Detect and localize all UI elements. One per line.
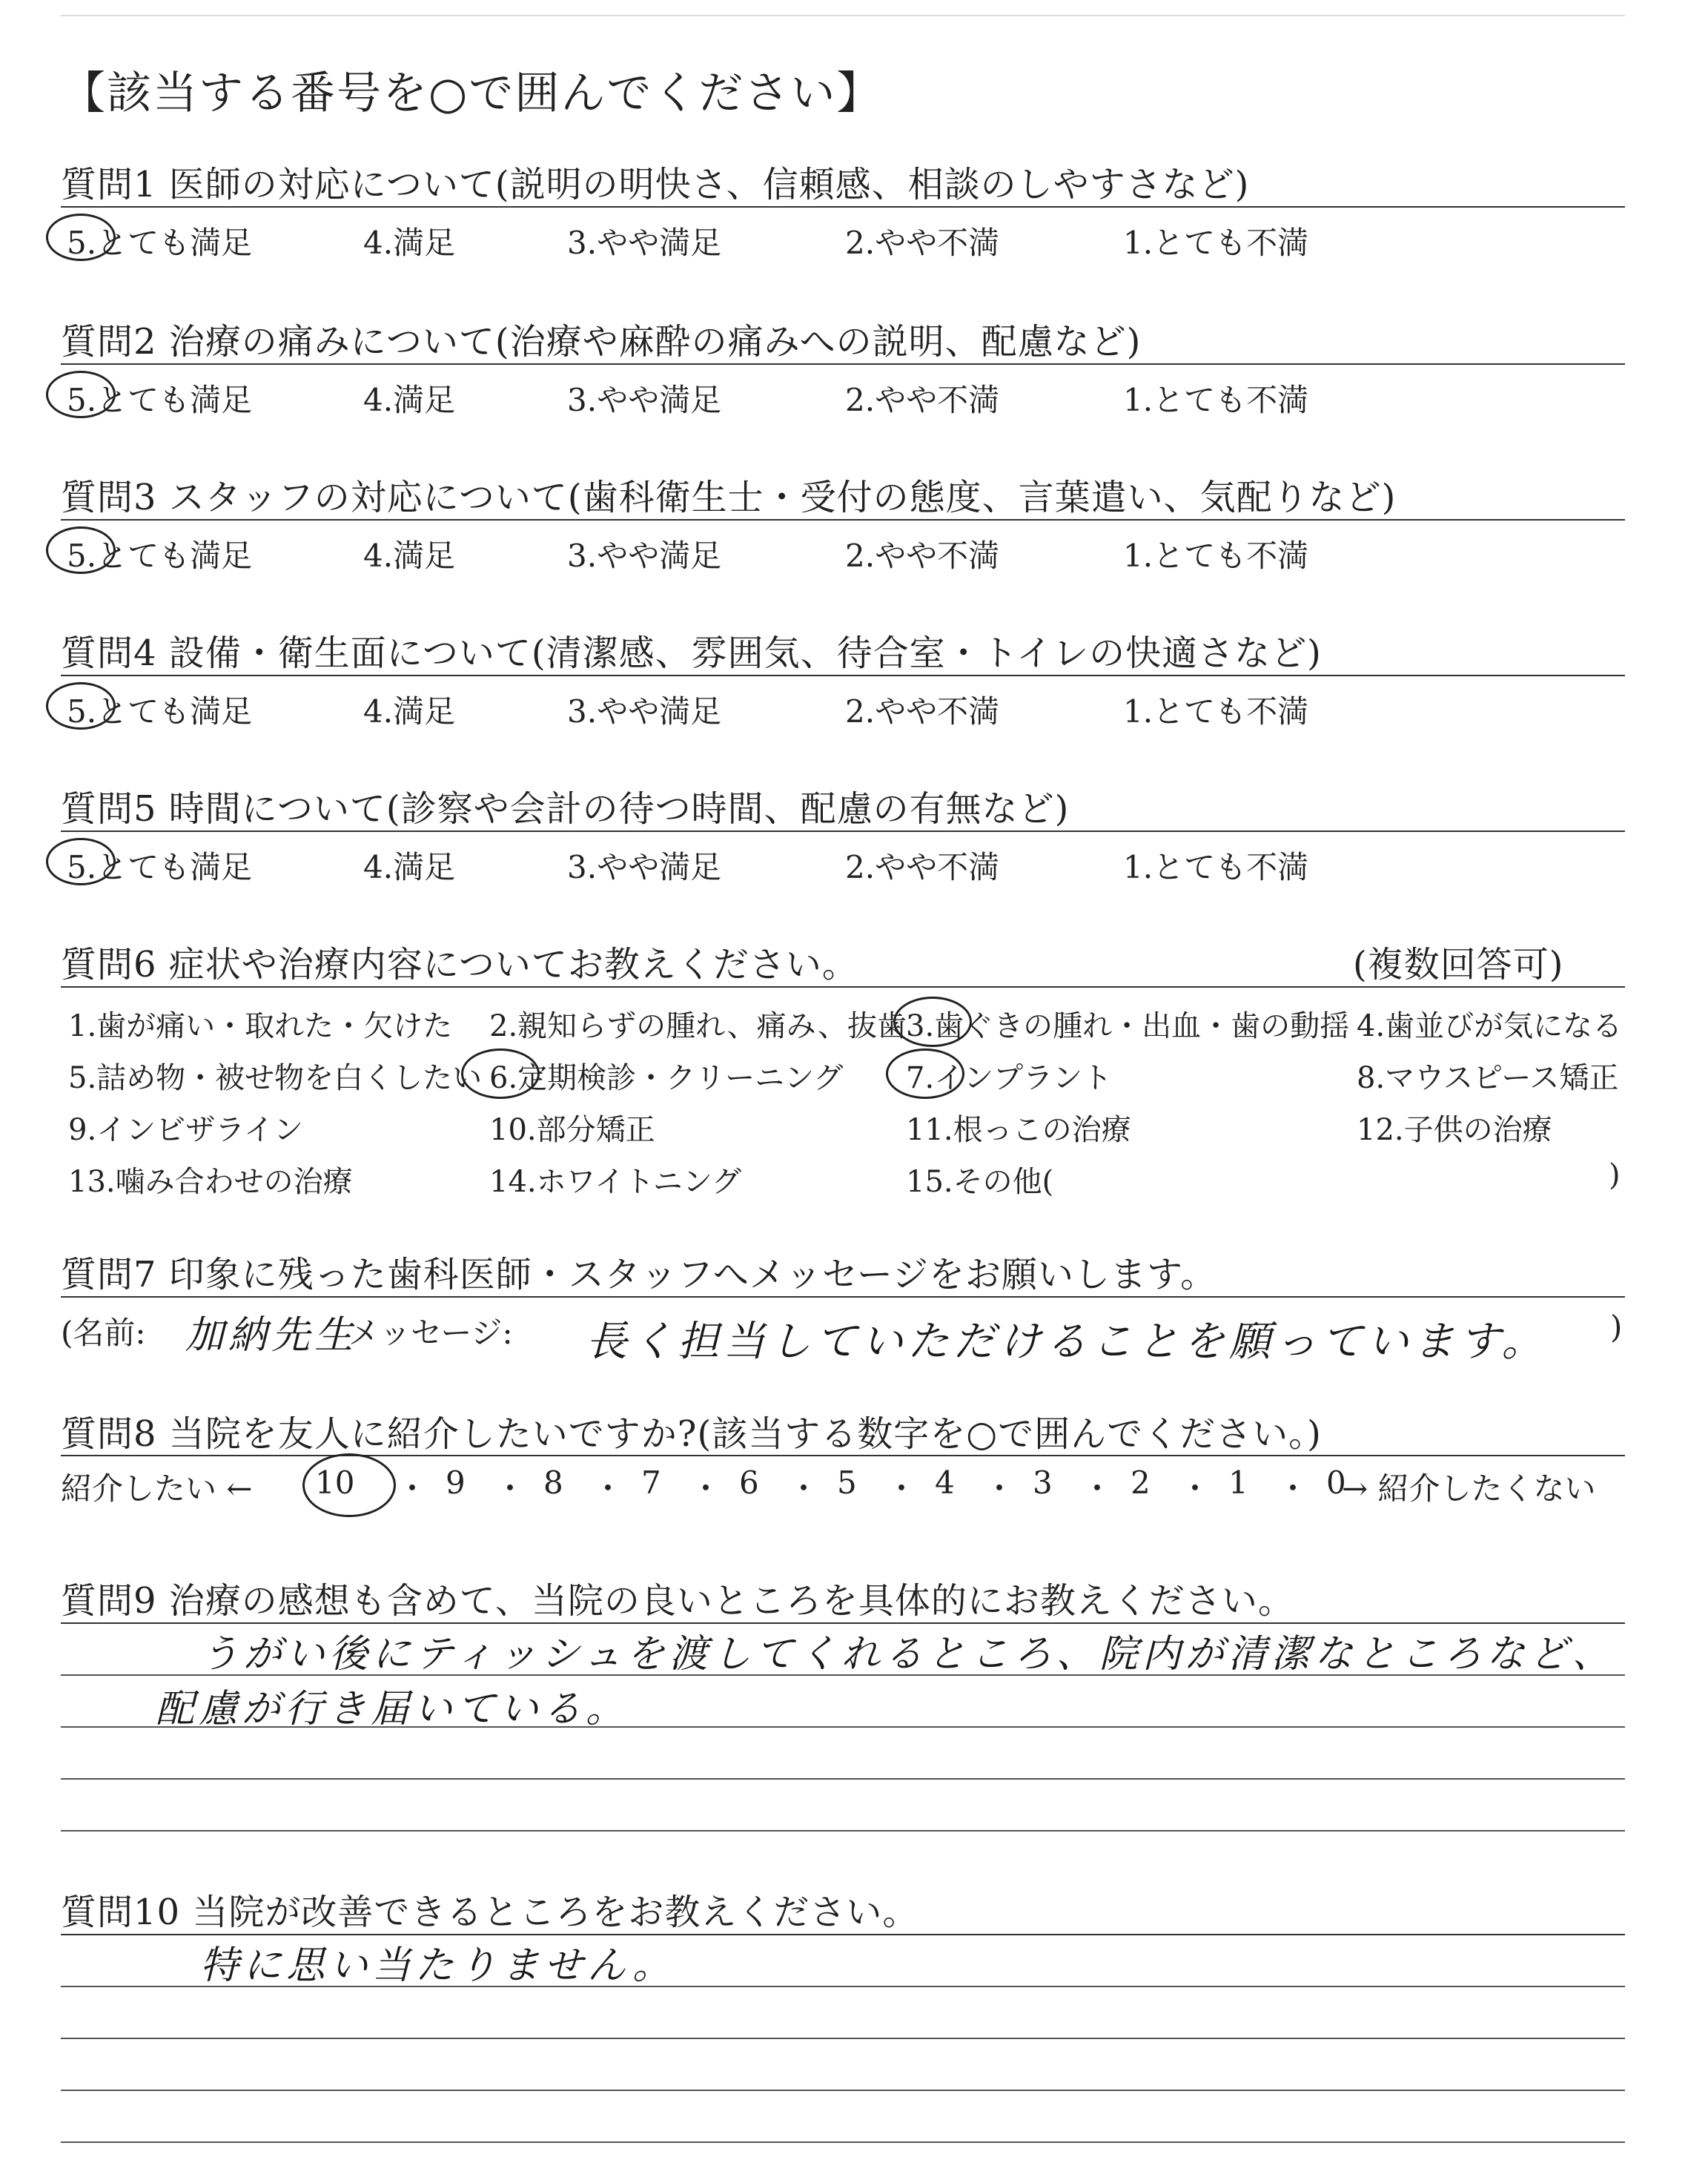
q6-selection-circle-3 (893, 997, 972, 1047)
q8-scale-10[interactable]: 10 (315, 1464, 355, 1501)
q8-scale-9[interactable]: 9 (446, 1464, 466, 1501)
q6-option-6[interactable]: 6.定期検診・クリーニング (489, 1061, 844, 1095)
q4-option-3[interactable]: 3.やや満足 (567, 693, 722, 730)
q7-rule (61, 1296, 1625, 1298)
q8-scale-4[interactable]: 4 (935, 1464, 955, 1501)
q5-option-5[interactable]: 5.とても満足 (67, 849, 253, 885)
q7-message: 長く担当していただけることを願っています。 (586, 1318, 1548, 1366)
q6-option-11[interactable]: 11.根っこの治療 (906, 1113, 1131, 1147)
q1-selection-circle (46, 214, 116, 261)
q1-title: 質問1 医師の対応について(説明の明快さ、信頼感、相談のしやすさなど) (61, 164, 1250, 205)
q8-scale-0[interactable]: 0 (1326, 1464, 1346, 1501)
q2-option-5[interactable]: 5.とても満足 (67, 382, 253, 418)
q4-option-1[interactable]: 1.とても不満 (1123, 693, 1309, 730)
q10-answer-line-1: 特に思い当たりません。 (200, 1943, 676, 1988)
q5-rule (61, 830, 1625, 832)
q2-selection-circle (46, 371, 116, 418)
q1-rule (61, 206, 1625, 208)
q8-scale-1[interactable]: 1 (1228, 1464, 1248, 1501)
q5-selection-circle (46, 838, 116, 885)
q8-scale-separator: ・ (788, 1470, 820, 1507)
q3-option-2[interactable]: 2.やや不満 (845, 538, 1000, 574)
q9-answer-line-1: うがい後にティッシュを渡してくれるところ、院内が清潔なところなど、 (200, 1632, 1615, 1677)
q6-option-9[interactable]: 9.インビザライン (68, 1113, 303, 1147)
q8-scale-3[interactable]: 3 (1033, 1464, 1053, 1501)
q4-option-4[interactable]: 4.満足 (363, 693, 456, 730)
q4-option-5[interactable]: 5.とても満足 (67, 693, 253, 730)
q3-selection-circle (46, 526, 116, 574)
q7-title: 質問7 印象に残った歯科医師・スタッフへメッセージをお願いします。 (61, 1254, 1217, 1295)
q3-option-1[interactable]: 1.とても不満 (1123, 538, 1309, 574)
q1-option-5[interactable]: 5.とても満足 (67, 225, 253, 261)
q9-answer-line-2: 配慮が行き届いている。 (156, 1687, 629, 1731)
q6-option-14[interactable]: 14.ホワイトニング (489, 1165, 742, 1199)
q10-rule-5 (61, 2141, 1625, 2143)
q1-option-2[interactable]: 2.やや不満 (845, 225, 1000, 261)
q9-title: 質問9 治療の感想も含めて、当院の良いところを具体的にお教えください。 (61, 1580, 1294, 1622)
q2-option-3[interactable]: 3.やや満足 (567, 382, 722, 418)
q8-scale-6[interactable]: 6 (739, 1464, 759, 1501)
q5-option-1[interactable]: 1.とても不満 (1123, 849, 1309, 885)
q8-title: 質問8 当院を友人に紹介したいですか?(該当する数字を○で囲んでください。) (61, 1413, 1322, 1455)
q6-option-2[interactable]: 2.親知らずの腫れ、痛み、抜歯 (489, 1009, 907, 1043)
q6-option-10[interactable]: 10.部分矯正 (489, 1113, 655, 1147)
q8-scale-separator: ・ (1277, 1470, 1309, 1507)
q8-scale-5[interactable]: 5 (837, 1464, 857, 1501)
q6-option-13[interactable]: 13.噛み合わせの治療 (68, 1165, 353, 1199)
q7-close-paren: ) (1610, 1309, 1623, 1345)
q9-rule-5 (61, 1830, 1625, 1832)
q8-scale-separator: ・ (984, 1470, 1016, 1507)
q6-option-4[interactable]: 4.歯並びが気になる (1357, 1009, 1623, 1043)
q2-option-1[interactable]: 1.とても不満 (1123, 382, 1309, 418)
q6-rule (61, 986, 1625, 988)
q6-option-15[interactable]: 15.その他( (906, 1165, 1054, 1199)
q3-title: 質問3 スタッフの対応について(歯科衛生士・受付の態度、言葉遣い、気配りなど) (61, 477, 1397, 518)
q8-scale-7[interactable]: 7 (641, 1464, 661, 1501)
q8-scale-separator: ・ (886, 1470, 918, 1507)
q4-title: 質問4 設備・衛生面について(清潔感、雰囲気、待合室・トイレの快適さなど) (61, 633, 1322, 674)
q8-selection-circle (302, 1453, 396, 1517)
q3-option-3[interactable]: 3.やや満足 (567, 538, 722, 574)
q8-scale-separator: ・ (494, 1470, 526, 1507)
q8-scale-separator: ・ (397, 1470, 428, 1507)
q5-title: 質問5 時間について(診察や会計の待つ時間、配慮の有無など) (61, 788, 1070, 830)
q6-option-7[interactable]: 7.インプラント (906, 1061, 1113, 1095)
q8-scale-separator: ・ (592, 1470, 624, 1507)
q4-selection-circle (46, 682, 116, 730)
q5-option-2[interactable]: 2.やや不満 (845, 849, 1000, 885)
q8-scale-separator: ・ (1179, 1470, 1211, 1507)
q6-note: (複数回答可) (1353, 944, 1564, 985)
q4-rule (61, 675, 1625, 676)
q8-scale-2[interactable]: 2 (1131, 1464, 1151, 1501)
q6-option-3[interactable]: 3.歯ぐきの腫れ・出血・歯の動揺 (906, 1009, 1350, 1043)
q9-rule-4 (61, 1778, 1625, 1780)
instruction-heading: 【該当する番号を○で囲んでください】 (61, 67, 883, 119)
q1-option-1[interactable]: 1.とても不満 (1123, 225, 1309, 261)
q6-option-5[interactable]: 5.詰め物・被せ物を白くしたい (68, 1061, 483, 1095)
q6-option-1[interactable]: 1.歯が痛い・取れた・欠けた (68, 1009, 453, 1043)
q3-option-5[interactable]: 5.とても満足 (67, 538, 253, 574)
q8-right-label: → 紹介したくない (1342, 1470, 1596, 1507)
q2-title: 質問2 治療の痛みについて(治療や麻酔の痛みへの説明、配慮など) (61, 321, 1142, 363)
q2-option-4[interactable]: 4.満足 (363, 382, 456, 418)
q8-scale-separator: ・ (690, 1470, 722, 1507)
q1-option-4[interactable]: 4.満足 (363, 225, 456, 261)
q8-scale-separator: ・ (1082, 1470, 1113, 1507)
q4-option-2[interactable]: 2.やや不満 (845, 693, 1000, 730)
q6-selection-circle-7 (886, 1048, 964, 1099)
q7-name-label: (名前: (61, 1315, 146, 1351)
q6-option-12[interactable]: 12.子供の治療 (1357, 1113, 1552, 1147)
q6-selection-circle-6 (461, 1048, 540, 1099)
q8-scale-8[interactable]: 8 (543, 1464, 563, 1501)
q8-rule (61, 1455, 1625, 1456)
q3-rule (61, 519, 1625, 521)
q5-option-4[interactable]: 4.満足 (363, 849, 456, 885)
q6-title: 質問6 症状や治療内容についてお教えください。 (61, 944, 858, 985)
q1-option-3[interactable]: 3.やや満足 (567, 225, 722, 261)
top-divider (61, 15, 1625, 16)
q6-option-15-close: ) (1609, 1158, 1621, 1192)
q3-option-4[interactable]: 4.満足 (363, 538, 456, 574)
q2-option-2[interactable]: 2.やや不満 (845, 382, 1000, 418)
q5-option-3[interactable]: 3.やや満足 (567, 849, 722, 885)
q7-message-label: メッセージ: (348, 1315, 513, 1351)
q10-rule-4 (61, 2090, 1625, 2091)
q10-title: 質問10 当院が改善できるところをお教えください。 (61, 1892, 919, 1933)
q7-name-value: 加納先生 (185, 1313, 358, 1358)
q2-rule (61, 363, 1625, 365)
q10-rule-3 (61, 2038, 1625, 2039)
q8-left-label: 紹介したい ← (61, 1470, 253, 1507)
q6-option-8[interactable]: 8.マウスピース矯正 (1357, 1061, 1619, 1095)
